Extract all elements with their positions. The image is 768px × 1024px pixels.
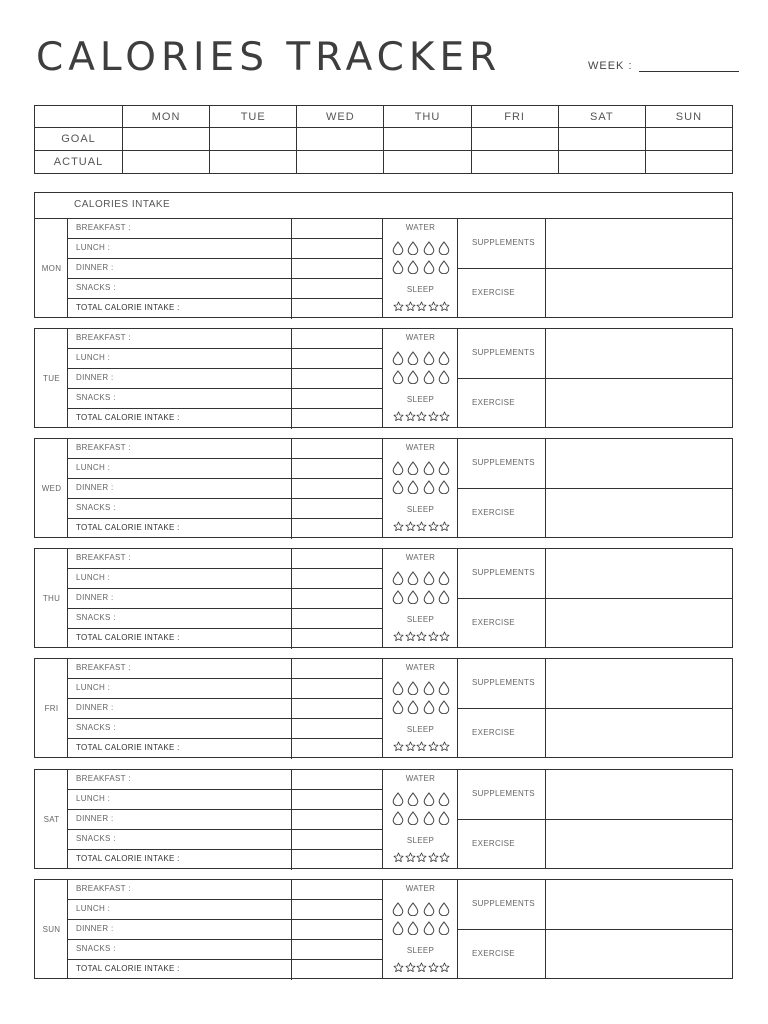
water-drop-icon[interactable] — [392, 902, 404, 916]
meal-label: LUNCH : — [76, 904, 111, 913]
goal-cell[interactable] — [384, 128, 471, 151]
summary-corner-cell — [35, 106, 123, 128]
meal-label: TOTAL CALORIE INTAKE : — [76, 854, 180, 863]
meal-value-cell[interactable] — [291, 920, 382, 939]
meal-label: DINNER : — [76, 703, 114, 712]
water-drop-icon[interactable] — [407, 480, 419, 494]
meal-row — [68, 549, 383, 569]
meal-value-cell[interactable] — [291, 389, 382, 408]
star-icon[interactable] — [393, 962, 404, 973]
meal-label: TOTAL CALORIE INTAKE : — [76, 633, 180, 642]
day-block-fri — [34, 658, 733, 758]
day-label: FRI — [44, 703, 59, 713]
water-drop-icon[interactable] — [423, 260, 435, 274]
meal-value-cell[interactable] — [291, 569, 382, 588]
water-drops-row — [392, 811, 450, 825]
water-drops-row — [392, 792, 450, 806]
meal-value-cell[interactable] — [291, 960, 382, 980]
water-drop-icon[interactable] — [392, 921, 404, 935]
meal-value-cell[interactable] — [291, 549, 382, 568]
water-drop-icon[interactable] — [423, 480, 435, 494]
water-drop-icon[interactable] — [407, 700, 419, 714]
water-drop-icon[interactable] — [407, 260, 419, 274]
meal-label: BREAKFAST : — [76, 223, 131, 232]
summary-row-label: GOAL — [35, 128, 123, 151]
summary-day-header: TUE — [210, 106, 297, 128]
water-drops-row — [392, 571, 450, 585]
star-icon[interactable] — [405, 411, 416, 422]
water-drop-icon[interactable] — [407, 571, 419, 585]
sleep-label: SLEEP — [406, 505, 435, 514]
meal-row — [68, 790, 383, 810]
day-label: TUE — [43, 373, 60, 383]
exercise-label: EXERCISE — [472, 839, 515, 848]
water-drops-row — [392, 260, 450, 274]
meal-value-cell[interactable] — [291, 739, 382, 759]
water-drop-icon[interactable] — [438, 260, 450, 274]
water-drop-icon[interactable] — [438, 351, 450, 365]
water-drop-icon[interactable] — [392, 700, 404, 714]
supplements-label: SUPPLEMENTS — [472, 678, 535, 687]
exercise-label: EXERCISE — [472, 728, 515, 737]
meal-row — [68, 349, 383, 369]
star-icon[interactable] — [416, 852, 427, 863]
meal-row — [68, 679, 383, 699]
meal-label: LUNCH : — [76, 243, 111, 252]
summary-header-row — [35, 106, 733, 128]
side-divider — [458, 598, 733, 599]
side-divider — [458, 929, 733, 930]
meal-value-cell[interactable] — [291, 770, 382, 789]
star-icon[interactable] — [416, 301, 427, 312]
water-drops-row — [392, 480, 450, 494]
star-icon[interactable] — [428, 741, 439, 752]
meal-row — [68, 239, 383, 259]
meal-label: SNACKS : — [76, 393, 116, 402]
water-drops-row — [392, 921, 450, 935]
water-label: WATER — [405, 223, 436, 232]
water-drop-icon[interactable] — [392, 571, 404, 585]
meal-label: DINNER : — [76, 924, 114, 933]
star-icon[interactable] — [416, 741, 427, 752]
star-icon[interactable] — [428, 301, 439, 312]
star-icon[interactable] — [393, 741, 404, 752]
meal-row — [68, 259, 383, 279]
water-drop-icon[interactable] — [438, 700, 450, 714]
day-block-tue — [34, 328, 733, 428]
water-drop-icon[interactable] — [423, 811, 435, 825]
meal-row — [68, 369, 383, 389]
water-drop-icon[interactable] — [423, 700, 435, 714]
star-icon[interactable] — [393, 521, 404, 532]
meal-row — [68, 880, 383, 900]
sleep-label: SLEEP — [406, 946, 435, 955]
meal-value-cell[interactable] — [291, 239, 382, 258]
meal-label: DINNER : — [76, 593, 114, 602]
meal-label: LUNCH : — [76, 573, 111, 582]
water-drop-icon[interactable] — [407, 590, 419, 604]
water-drops-row — [392, 590, 450, 604]
summary-day-header: THU — [384, 106, 471, 128]
meal-row — [68, 609, 383, 629]
water-label: WATER — [405, 884, 436, 893]
water-label: WATER — [405, 553, 436, 562]
actual-cell[interactable] — [210, 151, 297, 174]
meal-value-cell[interactable] — [291, 279, 382, 298]
meal-value-cell[interactable] — [291, 880, 382, 899]
meal-row — [68, 850, 383, 870]
water-drop-icon[interactable] — [407, 370, 419, 384]
day-label: THU — [42, 593, 61, 603]
meal-row — [68, 810, 383, 830]
water-drop-icon[interactable] — [438, 461, 450, 475]
meal-row — [68, 389, 383, 409]
goal-cell[interactable] — [297, 128, 384, 151]
meal-label: BREAKFAST : — [76, 884, 131, 893]
water-drop-icon[interactable] — [438, 792, 450, 806]
meal-label: SNACKS : — [76, 613, 116, 622]
meal-row — [68, 699, 383, 719]
meal-label: BREAKFAST : — [76, 774, 131, 783]
star-icon[interactable] — [439, 631, 450, 642]
summary-goal-row — [35, 128, 733, 151]
meal-label: DINNER : — [76, 483, 114, 492]
star-icon[interactable] — [416, 631, 427, 642]
star-icon[interactable] — [439, 301, 450, 312]
meal-value-cell[interactable] — [291, 900, 382, 919]
sleep-label: SLEEP — [406, 395, 435, 404]
meal-label: DINNER : — [76, 373, 114, 382]
meal-label: TOTAL CALORIE INTAKE : — [76, 303, 180, 312]
day-label: MON — [41, 263, 62, 273]
week-input[interactable] — [639, 60, 739, 72]
water-drop-icon[interactable] — [392, 461, 404, 475]
meal-row — [68, 960, 383, 980]
meal-value-cell[interactable] — [291, 299, 382, 319]
meal-value-cell[interactable] — [291, 659, 382, 678]
sleep-label: SLEEP — [406, 836, 435, 845]
day-label: SUN — [42, 924, 61, 934]
meal-label: TOTAL CALORIE INTAKE : — [76, 743, 180, 752]
meal-row — [68, 940, 383, 960]
exercise-label: EXERCISE — [472, 508, 515, 517]
meal-value-cell[interactable] — [291, 699, 382, 718]
star-icon[interactable] — [439, 741, 450, 752]
star-icon[interactable] — [393, 411, 404, 422]
meal-value-cell[interactable] — [291, 679, 382, 698]
goal-cell[interactable] — [645, 128, 732, 151]
star-icon[interactable] — [416, 411, 427, 422]
sleep-label: SLEEP — [406, 615, 435, 624]
meal-label: LUNCH : — [76, 794, 111, 803]
meal-value-cell[interactable] — [291, 589, 382, 608]
exercise-label: EXERCISE — [472, 398, 515, 407]
calories-intake-header: CALORIES INTAKE — [34, 192, 733, 218]
supplements-label: SUPPLEMENTS — [472, 568, 535, 577]
water-drop-icon[interactable] — [392, 681, 404, 695]
sleep-stars-row — [393, 741, 450, 752]
meal-row — [68, 299, 383, 319]
meal-row — [68, 499, 383, 519]
summary-day-header: WED — [297, 106, 384, 128]
day-block-sat — [34, 769, 733, 869]
water-drop-icon[interactable] — [407, 811, 419, 825]
star-icon[interactable] — [405, 521, 416, 532]
meal-label: LUNCH : — [76, 463, 111, 472]
water-drop-icon[interactable] — [423, 590, 435, 604]
water-drops-row — [392, 461, 450, 475]
water-drop-icon[interactable] — [392, 351, 404, 365]
meal-row — [68, 479, 383, 499]
meal-value-cell[interactable] — [291, 719, 382, 738]
star-icon[interactable] — [416, 962, 427, 973]
meal-value-cell[interactable] — [291, 369, 382, 388]
water-drop-icon[interactable] — [392, 480, 404, 494]
water-drop-icon[interactable] — [392, 241, 404, 255]
side-divider — [458, 708, 733, 709]
meal-value-cell[interactable] — [291, 259, 382, 278]
sleep-stars-row — [393, 852, 450, 863]
meal-row — [68, 459, 383, 479]
water-drops-row — [392, 700, 450, 714]
star-icon[interactable] — [439, 521, 450, 532]
meal-value-cell[interactable] — [291, 479, 382, 498]
meal-row — [68, 569, 383, 589]
day-label: SAT — [43, 814, 60, 824]
meal-row — [68, 589, 383, 609]
day-block-wed — [34, 438, 733, 538]
meal-value-cell[interactable] — [291, 409, 382, 429]
water-drop-icon[interactable] — [438, 370, 450, 384]
summary-day-header: SUN — [645, 106, 732, 128]
star-icon[interactable] — [393, 631, 404, 642]
water-drop-icon[interactable] — [423, 902, 435, 916]
meal-value-cell[interactable] — [291, 349, 382, 368]
water-drop-icon[interactable] — [407, 351, 419, 365]
meal-row — [68, 739, 383, 759]
actual-cell[interactable] — [471, 151, 558, 174]
water-drop-icon[interactable] — [392, 260, 404, 274]
sleep-stars-row — [393, 411, 450, 422]
water-drop-icon[interactable] — [423, 571, 435, 585]
goal-cell[interactable] — [558, 128, 645, 151]
star-icon[interactable] — [405, 631, 416, 642]
meal-row — [68, 770, 383, 790]
water-drop-icon[interactable] — [423, 921, 435, 935]
meal-label: BREAKFAST : — [76, 663, 131, 672]
summary-day-header: MON — [123, 106, 210, 128]
water-drops-row — [392, 902, 450, 916]
meal-row — [68, 219, 383, 239]
actual-cell[interactable] — [384, 151, 471, 174]
meal-label: SNACKS : — [76, 944, 116, 953]
water-drops-row — [392, 241, 450, 255]
meal-value-cell[interactable] — [291, 609, 382, 628]
meal-row — [68, 920, 383, 940]
water-drop-icon[interactable] — [392, 370, 404, 384]
side-divider — [458, 268, 733, 269]
summary-day-header: FRI — [471, 106, 558, 128]
star-icon[interactable] — [428, 411, 439, 422]
star-icon[interactable] — [439, 411, 450, 422]
water-drop-icon[interactable] — [407, 792, 419, 806]
water-drops-row — [392, 351, 450, 365]
actual-cell[interactable] — [645, 151, 732, 174]
water-drop-icon[interactable] — [392, 792, 404, 806]
day-block-sun — [34, 879, 733, 979]
star-icon[interactable] — [393, 852, 404, 863]
meal-value-cell[interactable] — [291, 219, 382, 238]
supplements-label: SUPPLEMENTS — [472, 789, 535, 798]
meal-row — [68, 439, 383, 459]
star-icon[interactable] — [393, 301, 404, 312]
week-label: WEEK : — [588, 60, 633, 72]
meal-row — [68, 900, 383, 920]
exercise-label: EXERCISE — [472, 618, 515, 627]
side-divider — [458, 819, 733, 820]
meal-value-cell[interactable] — [291, 850, 382, 870]
meal-value-cell[interactable] — [291, 790, 382, 809]
water-drop-icon[interactable] — [438, 480, 450, 494]
goal-cell[interactable] — [123, 128, 210, 151]
water-drops-row — [392, 681, 450, 695]
meal-label: LUNCH : — [76, 683, 111, 692]
meal-value-cell[interactable] — [291, 629, 382, 649]
meal-row — [68, 329, 383, 349]
page-title: CALORIES TRACKER — [36, 35, 502, 80]
meal-value-cell[interactable] — [291, 499, 382, 518]
goal-cell[interactable] — [471, 128, 558, 151]
sleep-stars-row — [393, 631, 450, 642]
water-drop-icon[interactable] — [438, 921, 450, 935]
meal-value-cell[interactable] — [291, 459, 382, 478]
water-drop-icon[interactable] — [438, 681, 450, 695]
meal-value-cell[interactable] — [291, 329, 382, 348]
meal-row — [68, 409, 383, 429]
meal-label: SNACKS : — [76, 723, 116, 732]
side-divider — [458, 378, 733, 379]
actual-cell[interactable] — [123, 151, 210, 174]
side-divider — [458, 488, 733, 489]
star-icon[interactable] — [439, 852, 450, 863]
water-drop-icon[interactable] — [423, 370, 435, 384]
weekly-summary-table — [34, 105, 733, 174]
water-drop-icon[interactable] — [407, 902, 419, 916]
star-icon[interactable] — [428, 852, 439, 863]
meal-label: BREAKFAST : — [76, 443, 131, 452]
meal-label: BREAKFAST : — [76, 553, 131, 562]
meal-label: SNACKS : — [76, 503, 116, 512]
summary-day-header: SAT — [558, 106, 645, 128]
meal-label: DINNER : — [76, 814, 114, 823]
water-drop-icon[interactable] — [438, 571, 450, 585]
meal-row — [68, 830, 383, 850]
day-block-thu — [34, 548, 733, 648]
star-icon[interactable] — [405, 852, 416, 863]
water-drop-icon[interactable] — [407, 921, 419, 935]
water-label: WATER — [405, 443, 436, 452]
meal-value-cell[interactable] — [291, 940, 382, 959]
meal-row — [68, 519, 383, 539]
water-label: WATER — [405, 663, 436, 672]
water-drop-icon[interactable] — [392, 811, 404, 825]
star-icon[interactable] — [416, 521, 427, 532]
actual-cell[interactable] — [558, 151, 645, 174]
meal-value-cell[interactable] — [291, 830, 382, 849]
meal-value-cell[interactable] — [291, 439, 382, 458]
supplements-label: SUPPLEMENTS — [472, 238, 535, 247]
water-drop-icon[interactable] — [423, 681, 435, 695]
water-drops-row — [392, 370, 450, 384]
star-icon[interactable] — [405, 962, 416, 973]
meal-label: BREAKFAST : — [76, 333, 131, 342]
meal-label: DINNER : — [76, 263, 114, 272]
meal-value-cell[interactable] — [291, 810, 382, 829]
sleep-stars-row — [393, 962, 450, 973]
meal-label: TOTAL CALORIE INTAKE : — [76, 523, 180, 532]
water-drop-icon[interactable] — [423, 461, 435, 475]
star-icon[interactable] — [439, 962, 450, 973]
week-field — [588, 60, 739, 72]
star-icon[interactable] — [428, 631, 439, 642]
star-icon[interactable] — [428, 962, 439, 973]
meal-value-cell[interactable] — [291, 519, 382, 539]
meal-row — [68, 279, 383, 299]
supplements-label: SUPPLEMENTS — [472, 899, 535, 908]
supplements-label: SUPPLEMENTS — [472, 458, 535, 467]
water-drop-icon[interactable] — [407, 681, 419, 695]
summary-row-label: ACTUAL — [35, 151, 123, 174]
water-label: WATER — [405, 333, 436, 342]
supplements-label: SUPPLEMENTS — [472, 348, 535, 357]
meal-label: LUNCH : — [76, 353, 111, 362]
water-drop-icon[interactable] — [438, 902, 450, 916]
star-icon[interactable] — [428, 521, 439, 532]
water-drop-icon[interactable] — [423, 792, 435, 806]
summary-actual-row — [35, 151, 733, 174]
water-drop-icon[interactable] — [438, 811, 450, 825]
meal-label: SNACKS : — [76, 283, 116, 292]
goal-cell[interactable] — [210, 128, 297, 151]
sleep-stars-row — [393, 521, 450, 532]
water-drop-icon[interactable] — [438, 590, 450, 604]
star-icon[interactable] — [405, 301, 416, 312]
actual-cell[interactable] — [297, 151, 384, 174]
day-label: WED — [41, 483, 62, 493]
meal-label: TOTAL CALORIE INTAKE : — [76, 413, 180, 422]
meal-row — [68, 719, 383, 739]
meal-row — [68, 629, 383, 649]
exercise-label: EXERCISE — [472, 288, 515, 297]
meal-label: SNACKS : — [76, 834, 116, 843]
sleep-label: SLEEP — [406, 725, 435, 734]
sleep-label: SLEEP — [406, 285, 435, 294]
water-drop-icon[interactable] — [392, 590, 404, 604]
star-icon[interactable] — [405, 741, 416, 752]
sleep-stars-row — [393, 301, 450, 312]
exercise-label: EXERCISE — [472, 949, 515, 958]
day-block-mon — [34, 218, 733, 318]
water-drop-icon[interactable] — [423, 241, 435, 255]
water-drop-icon[interactable] — [423, 351, 435, 365]
water-drop-icon[interactable] — [438, 241, 450, 255]
meal-label: TOTAL CALORIE INTAKE : — [76, 964, 180, 973]
water-label: WATER — [405, 774, 436, 783]
meal-row — [68, 659, 383, 679]
water-drop-icon[interactable] — [407, 461, 419, 475]
water-drop-icon[interactable] — [407, 241, 419, 255]
